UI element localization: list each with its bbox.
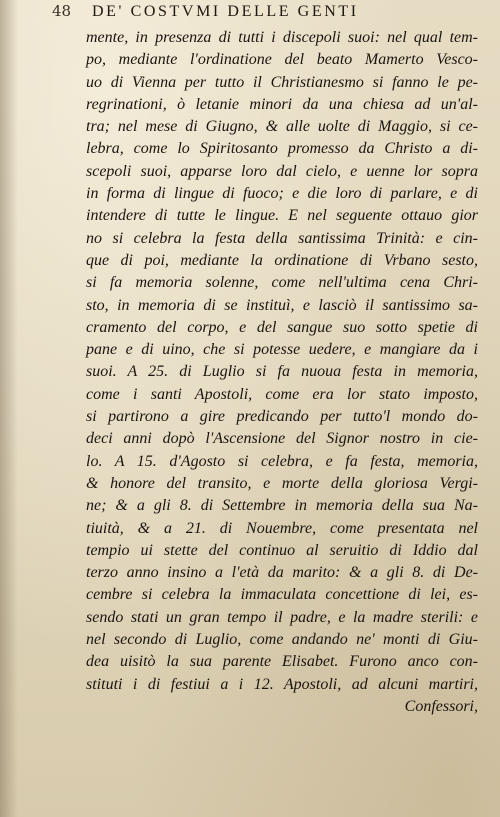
text-line: cembre si celebra la immaculata concettione di lei, es-: [86, 586, 478, 604]
page-number: 48: [52, 2, 72, 20]
text-line: tra; nel mese di Giugno, & alle uolte di Maggio, si ce-: [86, 118, 478, 136]
text-line: sendo stati un gran tempo il padre, e la madre sterili: e: [86, 608, 478, 626]
text-line: regrinationi, ò letanie minori da una chiesa ad un'al-: [86, 95, 478, 113]
text-line: que di poi, mediante la ordinatione di Vrbano sesto,: [86, 251, 478, 269]
text-line: Confessori,: [404, 697, 478, 715]
text-line: terzo anno insino a l'età da marito: & a gli 8. di De-: [86, 564, 478, 582]
text-line: sto, in memoria di se instituì, e lasciò il santissimo sa-: [86, 296, 478, 314]
text-line: in forma di lingue di fuoco; e die loro di parlare, e di: [86, 185, 478, 203]
text-line: deci anni dopò l'Ascensione del Signor nostro in cie-: [86, 430, 478, 448]
text-line: suoi. A 25. di Luglio si fa nuoua festa in memoria,: [86, 363, 478, 381]
text-line: dea uisitò la sua parente Elisabet. Furono anco con-: [86, 653, 478, 671]
gutter-shadow: [0, 0, 18, 817]
text-line: no si celebra la festa della santissima Trinità: e cin-: [86, 229, 478, 247]
text-line: cramento del corpo, e del sangue suo sotto spetie di: [86, 318, 478, 336]
text-line: si partirono a gire predicando per tutto'l mondo do-: [86, 408, 478, 426]
text-line: lo. A 15. d'Agosto si celebra, e fa festa, memoria,: [86, 452, 478, 470]
text-line: scepoli suoi, apparse loro dal cielo, e uenne lor sopra: [86, 162, 478, 180]
text-line: ne; & a gli 8. di Settembre in memoria della sua Na-: [86, 497, 478, 515]
text-line: nel secondo di Luglio, come andando ne' monti di Giu-: [86, 631, 478, 649]
body-text: [86, 27, 478, 718]
text-line: stituti i di festiui a i 12. Apostoli, ad alcuni martiri,: [86, 675, 478, 693]
text-line: uo di Vienna per tutto il Christianesmo si fanno le pe-: [86, 73, 478, 91]
text-line: lebra, come lo Spiritosanto promesso da Christo a di-: [86, 140, 478, 158]
text-line: pane e di uino, che si potesse uedere, e mangiare da i: [86, 341, 478, 359]
text-line: tempio ui stette del continuo al seruitio di Iddio dal: [86, 541, 478, 559]
text-line: & honore del transito, e morte della gloriosa Vergi-: [86, 474, 478, 492]
running-head: DE' COSTVMI DELLE GENTI: [92, 3, 359, 20]
text-line: tiuità, & a 21. di Nouembre, come presentata nel: [86, 519, 478, 537]
text-line: intendere di tutte le lingue. E nel seguente ottauo gior: [86, 207, 478, 225]
text-line: mente, in presenza di tutti i discepoli suoi: nel qual tem-: [86, 29, 478, 46]
text-line: po, mediante l'ordinatione del beato Mamerto Vesco-: [86, 51, 478, 69]
text-line: si fa memoria solenne, come nell'ultima cena Chri-: [86, 274, 478, 292]
text-line: come i santi Apostoli, come era lor stato imposto,: [86, 385, 478, 403]
